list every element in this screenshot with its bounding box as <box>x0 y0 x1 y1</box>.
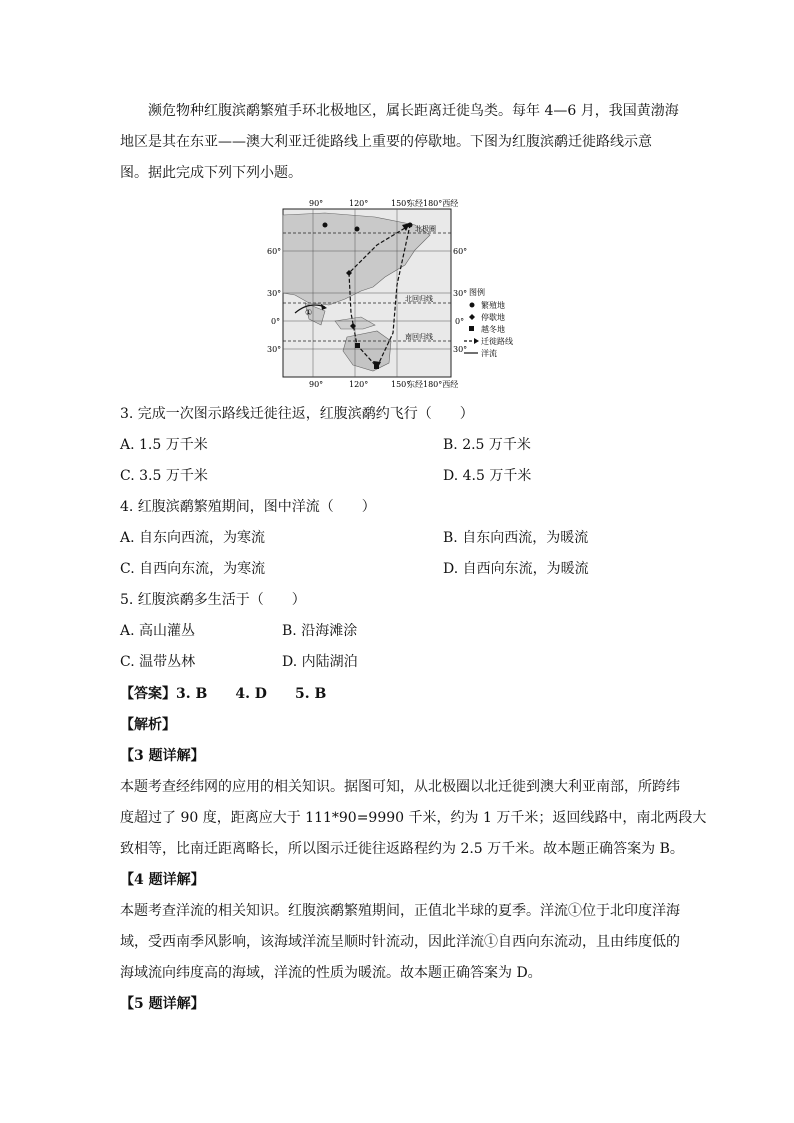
q5-stem: 5. 红腹滨鹬多生活于（ ） <box>120 592 306 608</box>
breeding-site-marker <box>355 227 360 232</box>
wintering-site-marker <box>355 343 360 348</box>
legend-current-label: 洋流 <box>481 349 497 358</box>
q5-option-b[interactable]: B. 沿海滩涂 <box>282 623 358 639</box>
q4-option-c[interactable]: C. 自西向东流，为寒流 <box>120 561 266 577</box>
detail-4-line-3: 海域流向纬度高的海域，洋流的性质为暖流。故本题正确答案为 D。 <box>120 965 542 981</box>
legend-breeding-label: 繁殖地 <box>481 301 505 310</box>
detail-4-heading: 【4 题详解】 <box>120 872 205 888</box>
answer-line: 【答案】3. B 4. D 5. B <box>120 686 327 702</box>
analysis-heading: 【解析】 <box>120 717 176 733</box>
detail-3-line-1: 本题考查经纬网的应用的相关知识。据图可知，从北极圈以北迁徙到澳大利亚南部，所跨纬 <box>120 779 680 795</box>
lon-bottom-120: 120° <box>349 380 369 389</box>
intro-line-1: 濒危物种红腹滨鹬繁殖手环北极地区，属长距离迁徙鸟类。每年 4—6 月，我国黄渤海 <box>148 103 679 119</box>
detail-5-heading: 【5 题详解】 <box>120 996 205 1012</box>
lat-left-30: 30° <box>267 289 282 298</box>
legend-route-arrow-icon <box>474 338 479 344</box>
lat-right-30: 30° <box>453 289 468 298</box>
lat-right-s30: 30° <box>453 345 468 354</box>
q5-option-d[interactable]: D. 内陆湖泊 <box>282 654 358 670</box>
q4-option-d[interactable]: D. 自西向东流，为暖流 <box>443 561 589 577</box>
q3-stem: 3. 完成一次图示路线迁徙往返，红腹滨鹬约飞行（ ） <box>120 406 474 422</box>
tropic-cancer-label: 北回归线 <box>405 295 433 303</box>
lon-top-180: 东经180°西经 <box>407 199 459 208</box>
wintering-site-marker <box>374 364 379 369</box>
legend-wintering-label: 越冬地 <box>481 325 505 334</box>
q3-option-c[interactable]: C. 3.5 万千米 <box>120 468 208 484</box>
legend-stopover-icon <box>469 314 475 320</box>
lat-left-0: 0° <box>271 317 281 326</box>
lon-top-90: 90° <box>309 199 324 208</box>
lon-bottom-150: 150° <box>391 380 411 389</box>
q5-option-a[interactable]: A. 高山灌丛 <box>120 623 196 639</box>
intro-line-2: 地区是其在东亚——澳大利亚迁徙路线上重要的停歇地。下图为红腹滨鹬迁徙路线示意 <box>120 134 652 150</box>
q3-option-d[interactable]: D. 4.5 万千米 <box>443 468 532 484</box>
ocean-current-label: ① <box>305 308 313 317</box>
legend-route-label: 迁徙路线 <box>481 337 513 346</box>
legend-wintering-icon <box>469 326 474 331</box>
lon-top-150: 150° <box>391 199 411 208</box>
legend-title: 图例 <box>469 288 485 297</box>
lon-top-120: 120° <box>349 199 369 208</box>
legend-stopover-label: 停歇地 <box>481 313 505 322</box>
intro-line-3: 图。据此完成下列下列小题。 <box>120 165 302 181</box>
lat-left-60: 60° <box>267 247 282 256</box>
arctic-circle-label: 北极圈 <box>415 225 436 233</box>
q3-option-b[interactable]: B. 2.5 万千米 <box>443 437 531 453</box>
q5-option-c[interactable]: C. 温带丛林 <box>120 654 196 670</box>
legend-breeding-icon <box>470 303 475 308</box>
lon-bottom-180: 东经180°西经 <box>407 380 459 389</box>
tropic-capricorn-label: 南回归线 <box>405 333 433 341</box>
detail-3-line-2: 度超过了 90 度，距离应大于 111*90=9990 千米，约为 1 万千米；返回线路中，南北两段大 <box>120 810 707 826</box>
q3-option-a[interactable]: A. 1.5 万千米 <box>120 437 208 453</box>
detail-3-heading: 【3 题详解】 <box>120 748 205 764</box>
breeding-site-marker <box>323 223 328 228</box>
q4-option-a[interactable]: A. 自东向西流，为寒流 <box>120 530 266 546</box>
breeding-site-marker <box>408 223 413 228</box>
lat-left-s30: 30° <box>267 345 282 354</box>
lat-right-0: 0° <box>455 317 465 326</box>
detail-4-line-2: 域，受西南季风影响，该海域洋流呈顺时针流动，因此洋流①自西向东流动，且由纬度低的 <box>120 934 680 950</box>
detail-3-line-3: 致相等，比南迁距离略长，所以图示迁徙往返路程约为 2.5 万千米。故本题正确答案为 B。 <box>120 841 684 857</box>
q4-option-b[interactable]: B. 自东向西流，为暖流 <box>443 530 589 546</box>
detail-4-line-1: 本题考查洋流的相关知识。红腹滨鹬繁殖期间，正值北半球的夏季。洋流①位于北印度洋海 <box>120 903 680 919</box>
lon-bottom-90: 90° <box>309 380 324 389</box>
lat-right-60: 60° <box>453 247 468 256</box>
migration-map-figure <box>265 195 535 391</box>
q4-stem: 4. 红腹滨鹬繁殖期间，图中洋流（ ） <box>120 499 376 515</box>
